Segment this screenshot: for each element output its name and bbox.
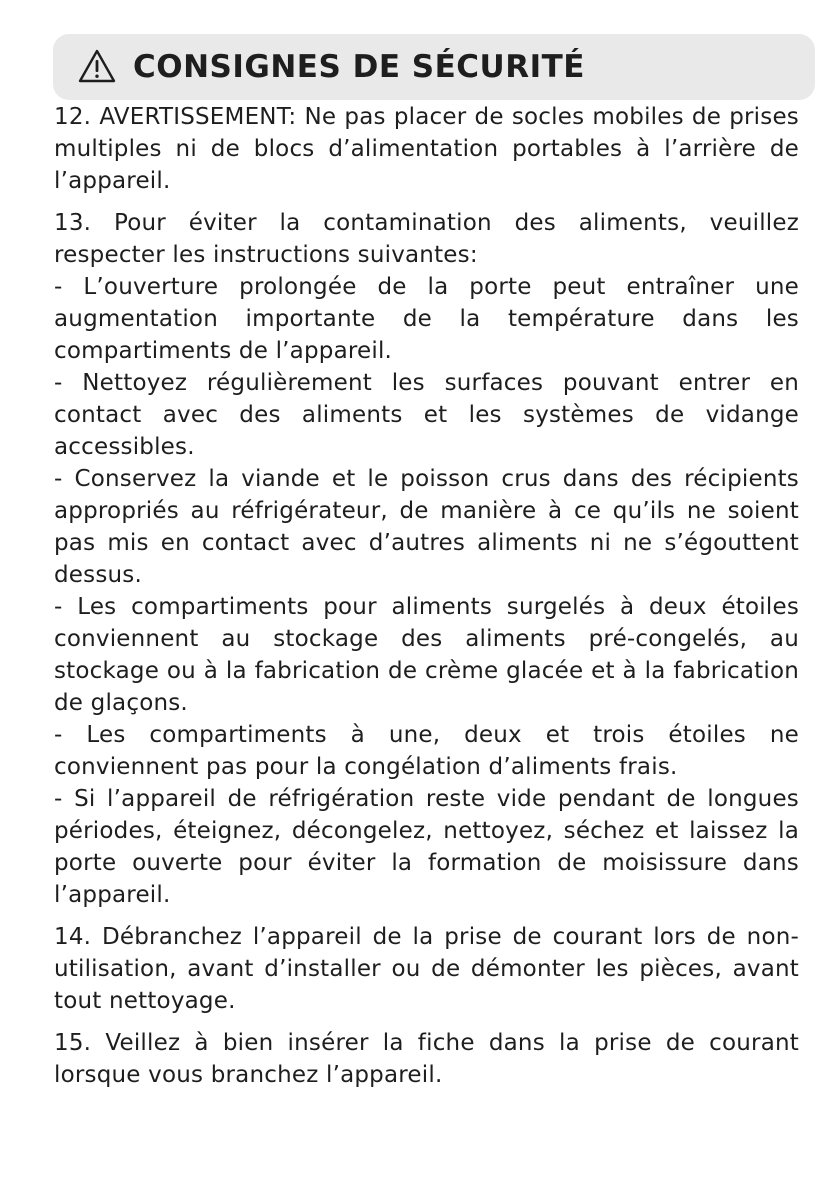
list-item: - L’ouverture prolongée de la porte peut entraîner une augmentation importante de la température dans les compartiments de l’appareil. — [54, 274, 799, 364]
page-title: CONSIGNES DE SÉCURITÉ — [133, 49, 585, 85]
list-item: - Conservez la viande et le poisson crus dans des récipients appropriés au réfrigérateur, de manière à ce qu’ils ne soient pas mis en contact avec d’autres aliments ni ne s’égouttent dessus. — [54, 466, 799, 588]
list-item: - Les compartiments à une, deux et trois étoiles ne conviennent pas pour la congélation d’aliments frais. — [54, 722, 799, 780]
list-item: - Nettoyez régulièrement les surfaces pouvant entrer en contact avec des aliments et les systèmes de vidange accessibles. — [54, 370, 799, 460]
instruction-13-intro: 13. Pour éviter la contamination des aliments, veuillez respecter les instructions suivantes: — [54, 210, 799, 268]
warning-triangle-icon — [77, 48, 117, 84]
instruction-15: 15. Veillez à bien insérer la fiche dans la prise de courant lorsque vous branchez l’appareil. — [54, 1030, 799, 1088]
list-item: - Les compartiments pour aliments surgelés à deux étoiles conviennent au stockage des aliments pré-congelés, au stockage ou à la fabrication de crème glacée et à la fabrication de glaçons. — [54, 594, 799, 716]
list-item: - Si l’appareil de réfrigération reste vide pendant de longues périodes, éteignez, décongelez, nettoyez, séchez et laissez la porte ouverte pour éviter la formation de moisissure dans l’appareil. — [54, 786, 799, 908]
safety-instructions — [54, 101, 799, 1091]
instruction-13 — [54, 207, 799, 911]
instruction-12: 12. AVERTISSEMENT: Ne pas placer de socles mobiles de prises multiples ni de blocs d’alimentation portables à l’arrière de l’appareil. — [54, 104, 799, 194]
instruction-14: 14. Débranchez l’appareil de la prise de courant lors de non-utilisation, avant d’installer ou de démonter les pièces, avant tout nettoyage. — [54, 924, 799, 1014]
section-header — [53, 34, 815, 100]
